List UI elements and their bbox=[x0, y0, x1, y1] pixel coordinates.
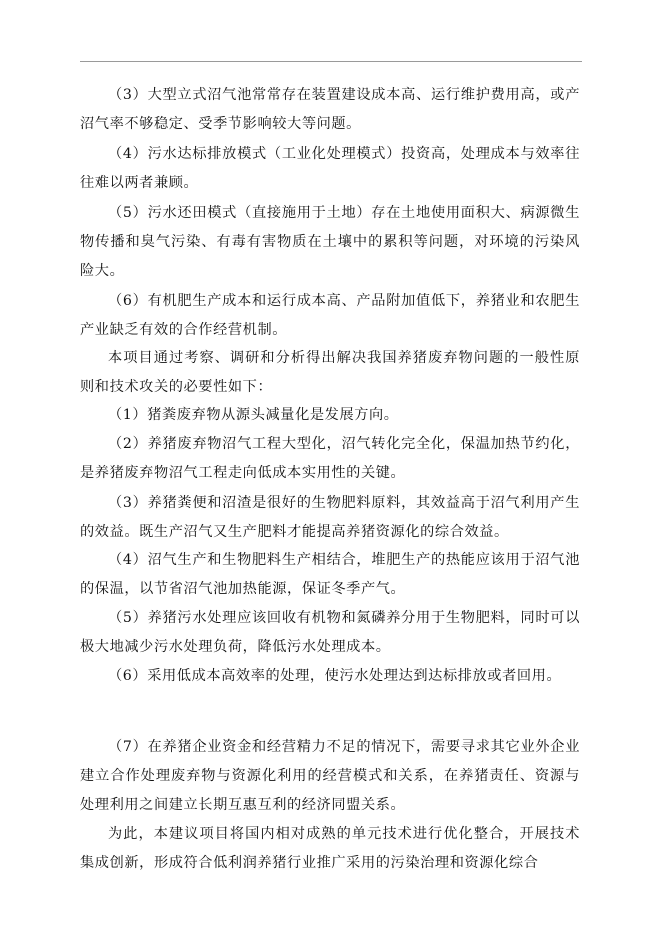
header-divider bbox=[80, 61, 582, 62]
paragraph-principle-7: （7）在养猪企业资金和经营精力不足的情况下，需要寻求其它业外企业建立合作处理废弃物与资源化利用的经营模式和关系，在养猪责任、资源与处理利用之间建立长期互惠互利的经济同盟关系。 bbox=[80, 739, 580, 813]
paragraph-3-large-biogas: （3）大型立式沼气池常常存在装置建设成本高、运行维护费用高，或产沼气率不够稳定、受季节影响较大等问题。 bbox=[80, 87, 580, 132]
paragraph-5-land-mode: （5）污水还田模式（直接施用于土地）存在土地使用面积大、病源微生物传播和臭气污染、有毒有害物质在土壤中的累积等问题，对环境的污染风险大。 bbox=[80, 205, 580, 279]
paragraph-6-fertilizer-cost: （6）有机肥生产成本和运行成本高、产品附加值低下，养猪业和农肥生产业缺乏有效的合作经营机制。 bbox=[80, 293, 580, 338]
paragraph-principle-3: （3）养猪粪便和沼渣是很好的生物肥料原料，其效益高于沼气利用产生的效益。既生产沼气又生产肥料才能提高养猪资源化的综合效益。 bbox=[80, 495, 580, 540]
paragraph-principle-5: （5）养猪污水处理应该回收有机物和氮磷养分用于生物肥料，同时可以极大地减少污水处理负荷，降低污水处理成本。 bbox=[80, 610, 580, 655]
paragraph-conclusion: 为此，本建议项目将国内相对成熟的单元技术进行优化整合，开展技术集成创新，形成符合低利润养猪行业推广采用的污染治理和资源化综合 bbox=[80, 826, 580, 871]
paragraph-4-discharge-mode: （4）污水达标排放模式（工业化处理模式）投资高，处理成本与效率往往难以两者兼顾。 bbox=[80, 146, 580, 191]
paragraph-intro-principles: 本项目通过考察、调研和分析得出解决我国养猪废弃物问题的一般性原则和技术攻关的必要性如下： bbox=[80, 350, 580, 395]
paragraph-principle-4: （4）沼气生产和生物肥料生产相结合，堆肥生产的热能应该用于沼气池的保温，以节省沼气池加热能源，保证冬季产气。 bbox=[80, 552, 580, 597]
paragraph-principle-1: （1）猪粪废弃物从源头减量化是发展方向。 bbox=[108, 407, 399, 423]
paragraph-principle-6: （6）采用低成本高效率的处理，使污水处理达到达标排放或者回用。 bbox=[108, 668, 562, 684]
paragraph-principle-2: （2）养猪废弃物沼气工程大型化，沼气转化完全化，保温加热节约化，是养猪废弃物沼气工程走向低成本实用性的关键。 bbox=[80, 436, 580, 481]
